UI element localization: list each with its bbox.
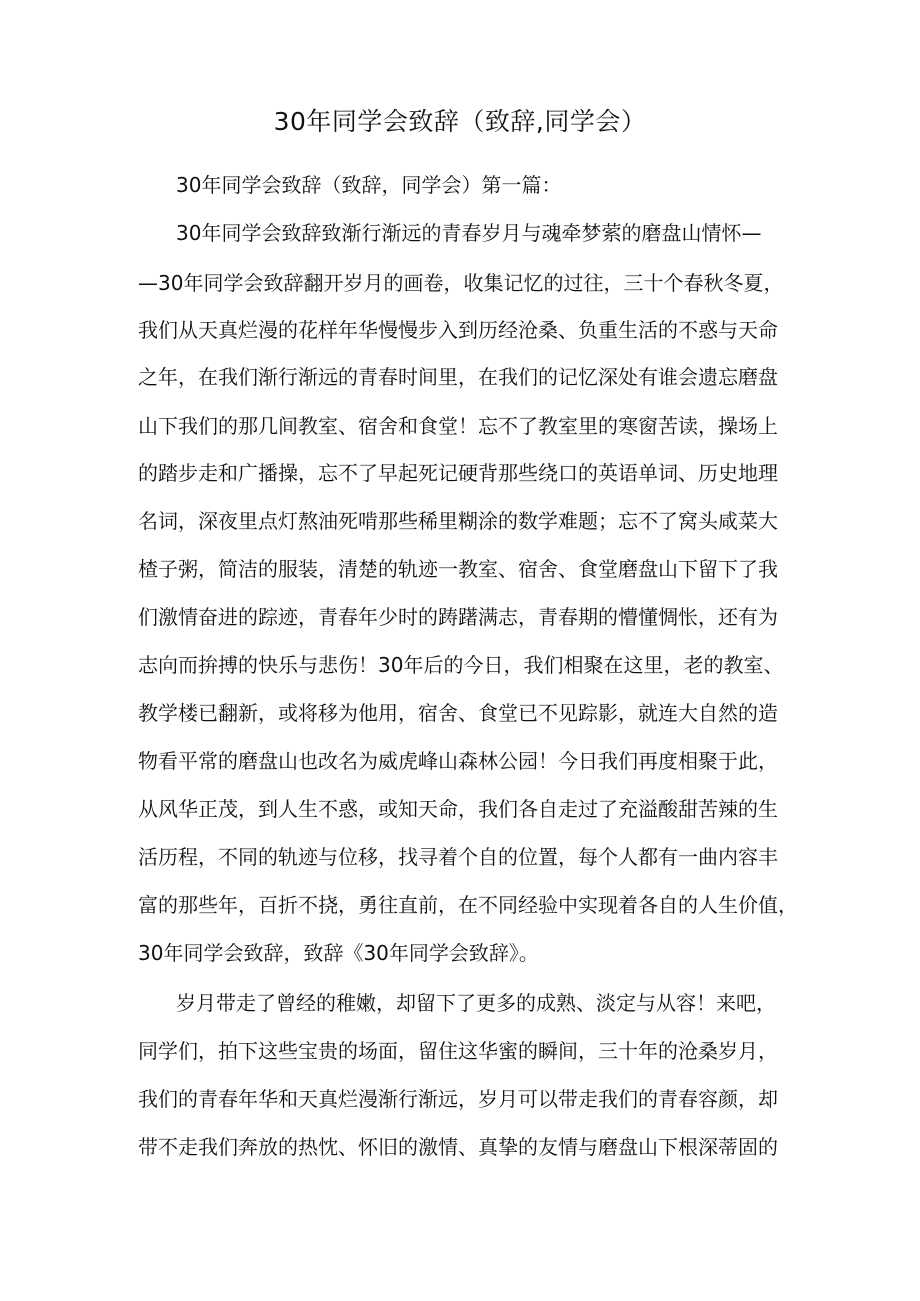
paragraph-line: 30年同学会致辞致渐行渐远的青春岁月与魂牵梦萦的磨盘山情怀—	[176, 221, 762, 245]
paragraph-line: 楂子粥，简洁的服装，清楚的轨迹一教室、宿舍、食堂磨盘山下留下了我	[138, 557, 778, 581]
paragraph-line: 名词，深夜里点灯熬油死啃那些稀里糊涂的数学难题；忘不了窝头咸菜大	[138, 509, 778, 533]
paragraph-line: 30年同学会致辞，致辞《30年同学会致辞》。	[138, 941, 539, 965]
paragraph-line: 活历程，不同的轨迹与位移，找寻着个自的位置，每个人都有一曲内容丰	[138, 845, 778, 869]
paragraph-line: 我们从天真烂漫的花样年华慢慢步入到历经沧桑、负重生活的不惑与天命	[138, 318, 778, 342]
paragraph-line: 们激情奋进的踪迹，青春年少时的踌躇满志，青春期的懵懂惆怅，还有为	[138, 605, 778, 629]
paragraph-line: 的踏步走和广播操，忘不了早起死记硬背那些绕口的英语单词、历史地理	[138, 461, 778, 485]
paragraph-line: 山下我们的那几间教室、宿舍和食堂！忘不了教室里的寒窗苦读，操场上	[138, 414, 778, 438]
paragraph-line: 教学楼已翻新，或将移为他用，宿舍、食堂已不见踪影，就连大自然的造	[138, 701, 778, 725]
section-heading: 30年同学会致辞（致辞，同学会）第一篇：	[176, 173, 562, 197]
document-title: 30年同学会致辞（致辞,同学会）	[273, 107, 647, 136]
paragraph-line: 物看平常的磨盘山也改名为威虎峰山森林公园！今日我们再度相聚于此，	[138, 749, 778, 773]
paragraph-line: 同学们，拍下这些宝贵的场面，留住这华蜜的瞬间，三十年的沧桑岁月，	[138, 1039, 778, 1063]
paragraph-line: 岁月带走了曾经的稚嫩，却留下了更多的成熟、淡定与从容！来吧，	[176, 991, 776, 1015]
paragraph-line: 志向而拚搏的快乐与悲伤！30年后的今日，我们相聚在这里，老的教室、	[138, 653, 784, 677]
paragraph-line: 之年，在我们渐行渐远的青春时间里，在我们的记忆深处有谁会遗忘磨盘	[138, 365, 778, 389]
paragraph-line: —30年同学会致辞翻开岁月的画卷，收集记忆的过往，三十个春秋冬夏，	[138, 271, 784, 295]
paragraph-line: 我们的青春年华和天真烂漫渐行渐远，岁月可以带走我们的青春容颜，却	[138, 1087, 778, 1111]
paragraph-line: 带不走我们奔放的热忱、怀旧的激情、真挚的友情与磨盘山下根深蒂固的	[138, 1135, 778, 1159]
paragraph-line: 从风华正茂，到人生不惑，或知天命，我们各自走过了充溢酸甜苦辣的生	[138, 797, 778, 821]
paragraph-line: 富的那些年，百折不挠，勇往直前，在不同经验中实现着各自的人生价值，	[138, 893, 798, 917]
